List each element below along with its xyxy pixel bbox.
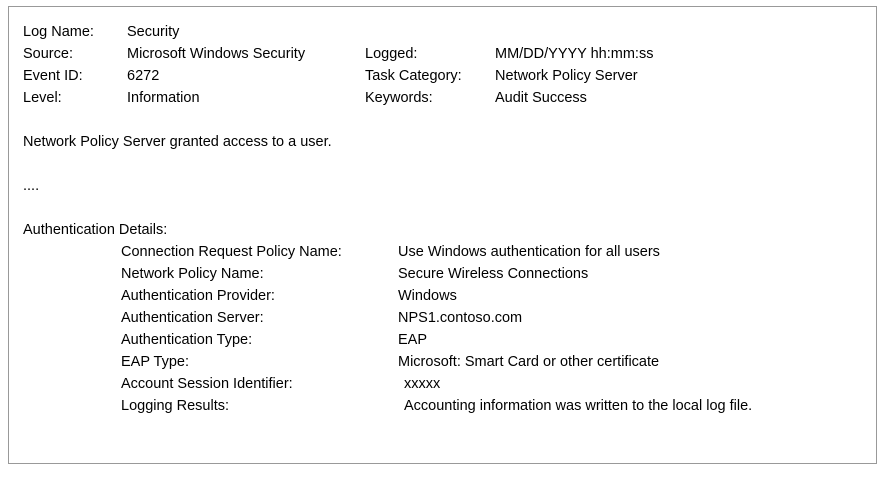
event-header-row-log-name [23,21,876,43]
logging-results-label: Logging Results: [121,398,230,414]
level-label: Level: [23,90,62,106]
detail-row-network-policy-name [121,263,876,285]
description-ellipsis-spacer [9,153,876,175]
event-detail-panel [8,6,877,464]
account-session-identifier-label: Account Session Identifier: [121,376,293,392]
logged-label: Logged: [365,46,418,62]
detail-row-authentication-type [121,329,876,351]
source-label: Source: [23,46,73,62]
log-name-label: Log Name: [23,24,94,40]
task-category-value: Network Policy Server [495,68,638,84]
authentication-provider-value: Windows [398,288,457,304]
authentication-provider-label: Authentication Provider: [121,288,275,304]
log-name-value: Security [127,24,180,40]
detail-row-connection-request-policy-name [121,241,876,263]
event-header-row-level [23,87,876,109]
detail-row-eap-type [121,351,876,373]
authentication-server-label: Authentication Server: [121,310,264,326]
event-header-row-event-id [23,65,876,87]
logging-results-value: Accounting information was written to the local log file. [404,398,753,414]
authentication-type-label: Authentication Type: [121,332,253,348]
event-id-label: Event ID: [23,68,83,84]
authentication-details-title: Authentication Details: [23,222,168,238]
authentication-server-value: NPS1.contoso.com [398,310,523,326]
detail-row-authentication-server [121,307,876,329]
header-body-spacer [9,109,876,131]
authentication-details-list [121,241,876,417]
source-value: Microsoft Windows Security [127,46,306,62]
keywords-value: Audit Success [495,90,587,106]
detail-row-logging-results [121,395,876,417]
event-ellipsis: .... [23,178,40,194]
eap-type-value: Microsoft: Smart Card or other certificate [398,354,660,370]
event-id-value: 6272 [127,68,160,84]
detail-row-authentication-provider [121,285,876,307]
level-value: Information [127,90,200,106]
account-session-identifier-value: xxxxx [404,376,441,392]
eap-type-label: EAP Type: [121,354,189,370]
authentication-type-value: EAP [398,332,428,348]
event-description: Network Policy Server granted access to a user. [23,134,332,150]
detail-row-account-session-identifier [121,373,876,395]
event-header-grid [23,21,876,109]
logged-value: MM/DD/YYYY hh:mm:ss [495,46,654,62]
connection-request-policy-name-label: Connection Request Policy Name: [121,244,342,260]
task-category-label: Task Category: [365,68,462,84]
keywords-label: Keywords: [365,90,433,106]
network-policy-name-label: Network Policy Name: [121,266,264,282]
network-policy-name-value: Secure Wireless Connections [398,266,589,282]
event-header-row-source [23,43,876,65]
connection-request-policy-name-value: Use Windows authentication for all users [398,244,660,260]
